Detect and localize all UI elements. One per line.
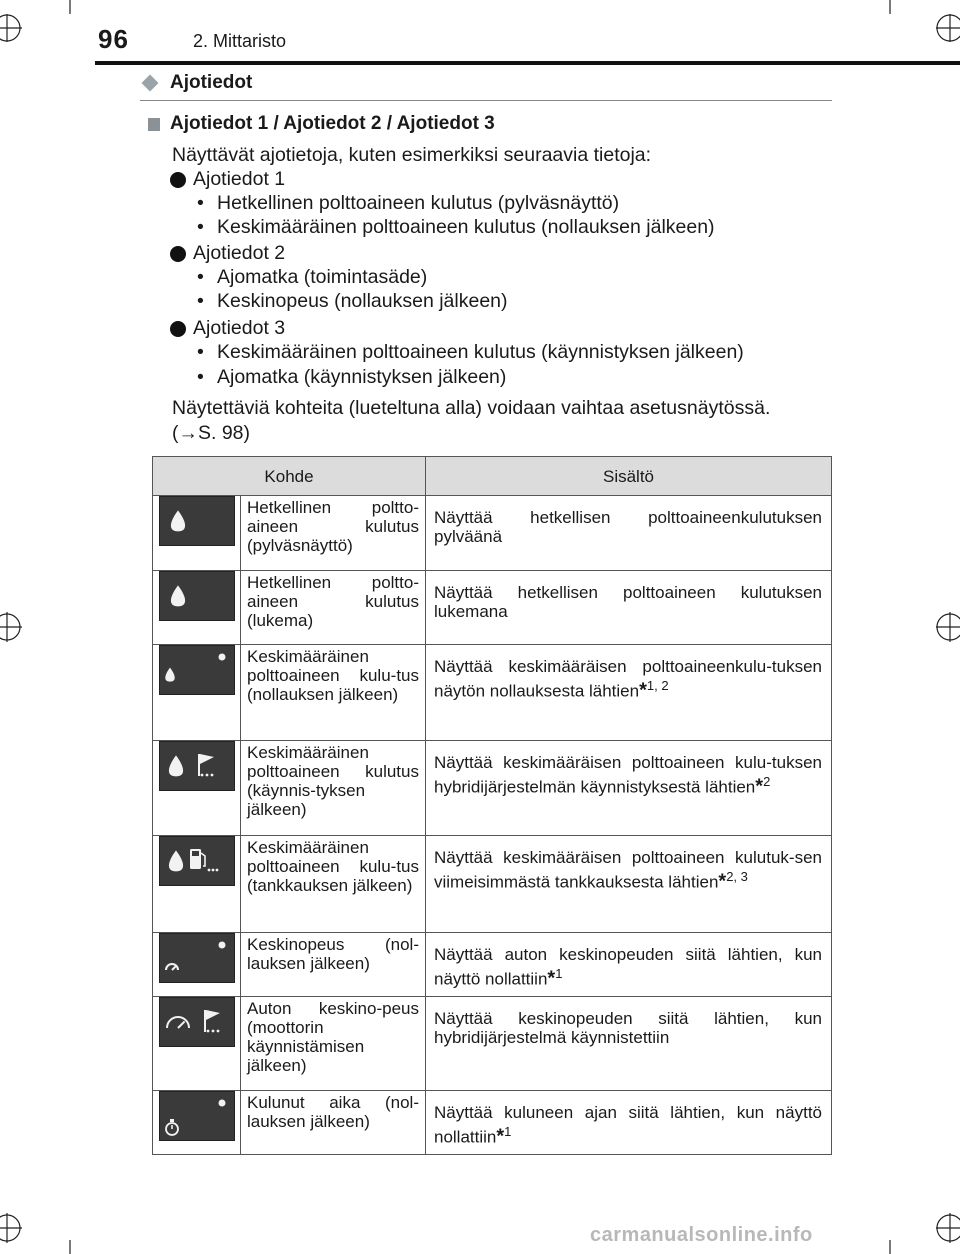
chapter-title: 2. Mittaristo <box>193 31 287 51</box>
bullet-dot-icon <box>170 321 186 337</box>
bullet-dot-icon <box>170 246 186 262</box>
icon-cell <box>153 1091 241 1155</box>
footnote-star: * <box>639 679 647 702</box>
item-name: Auton keskino-peus (moottorin käynnistämisen jälkeen) <box>241 997 426 1091</box>
item-description: Näyttää hetkellisen polttoaineen kulutuksen lukemana <box>426 571 832 645</box>
footnote-ref: 2 <box>763 774 771 789</box>
table-row <box>153 741 832 836</box>
watermark: carmanualsonline.info <box>590 1224 813 1246</box>
item-name: Hetkellinen poltto-aineen kulutus (pylväsnäyttö) <box>241 496 426 571</box>
diamond-icon <box>142 75 159 92</box>
footnote-ref: 1 <box>504 1124 512 1139</box>
item-name: Keskimääräinen polttoaineen kulu-tus (tankkauksen jälkeen) <box>241 836 426 933</box>
list-item: • Ajomatka (käynnistyksen jälkeen) <box>197 366 507 388</box>
list-item: • Keskimääräinen polttoaineen kulutus (nollauksen jälkeen) <box>197 216 715 238</box>
item-name: Hetkellinen poltto-aineen kulutus (lukema) <box>241 571 426 645</box>
square-bullet-icon <box>148 118 160 131</box>
footnote-ref: 1, 2 <box>646 678 669 693</box>
note-text: Näytettäviä kohteita (lueteltuna alla) voidaan vaihtaa asetusnäytössä. <box>172 397 771 419</box>
table-header-item: Kohde <box>153 457 426 496</box>
table-row <box>153 571 832 645</box>
table-row <box>153 997 832 1091</box>
icon-cell <box>153 836 241 933</box>
icon-cell <box>153 997 241 1091</box>
item-name: Keskimääräinen polttoaineen kulutus (käynnis-tyksen jälkeen) <box>241 741 426 836</box>
trip-info-table <box>152 456 832 1155</box>
speedometer-flag-icon <box>159 997 235 1047</box>
section-title: Ajotiedot <box>170 72 253 93</box>
stopwatch-reset-icon <box>159 1091 235 1141</box>
item-name: Kulunut aika (nol-lauksen jälkeen) <box>241 1091 426 1155</box>
group-label: Ajotiedot 3 <box>170 317 285 340</box>
fuel-drop-flag-icon <box>159 741 235 791</box>
footnote-ref: 1 <box>555 966 563 981</box>
group-label: Ajotiedot 1 <box>170 168 285 191</box>
bullet-dot-icon <box>170 172 186 188</box>
list-item: • Keskimääräinen polttoaineen kulutus (käynnistyksen jälkeen) <box>197 341 744 363</box>
intro-text: Näyttävät ajotietoja, kuten esimerkiksi seuraavia tietoja: <box>172 144 652 166</box>
table-row <box>153 933 832 997</box>
footnote-star: * <box>547 967 556 990</box>
icon-cell <box>153 496 241 571</box>
fuel-drop-icon <box>159 571 235 621</box>
page-reference[interactable]: (→S. 98) <box>172 422 251 444</box>
item-description: Näyttää keskinopeuden siitä lähtien, kun hybridijärjestelmä käynnistettiin <box>426 997 832 1091</box>
footnote-ref: 2, 3 <box>726 869 748 884</box>
subsection-title: Ajotiedot 1 / Ajotiedot 2 / Ajotiedot 3 <box>170 113 495 134</box>
fuel-drop-pump-icon <box>159 836 235 886</box>
table-row <box>153 645 832 741</box>
icon-cell <box>153 933 241 997</box>
item-name: Keskinopeus (nol-lauksen jälkeen) <box>241 933 426 997</box>
fuel-drop-reset-icon <box>159 645 235 695</box>
group-label: Ajotiedot 2 <box>170 242 285 265</box>
list-item: • Keskinopeus (nollauksen jälkeen) <box>197 290 508 312</box>
icon-cell <box>153 645 241 741</box>
footnote-star: * <box>755 775 764 798</box>
footnote-star: * <box>496 1125 505 1148</box>
item-description: Näyttää kuluneen ajan siitä lähtien, kun näyttö nollattiin*$^1$ <box>426 1091 832 1155</box>
page-number: 96 <box>98 24 129 54</box>
subsection-heading <box>148 113 495 135</box>
section-heading <box>140 72 832 101</box>
item-description: Näyttää hetkellisen polttoaineenkulutuksen pylväänä <box>426 496 832 571</box>
icon-cell <box>153 571 241 645</box>
item-description: Näyttää auton keskinopeuden siitä lähtien, kun näyttö nollattiin*$^1$ <box>426 933 832 997</box>
fuel-drop-icon <box>159 496 235 546</box>
footnote-star: * <box>718 870 727 893</box>
table-row <box>153 836 832 933</box>
header-rule <box>95 61 960 65</box>
item-name: Keskimääräinen polttoaineen kulu-tus (nollauksen jälkeen) <box>241 645 426 741</box>
table-header-content: Sisältö <box>426 457 832 496</box>
icon-cell <box>153 741 241 836</box>
table-row <box>153 496 832 571</box>
item-description: Näyttää keskimääräisen polttoaineenkulu-tuksen näytön nollauksesta lähtien*$^{1, 2}$ <box>426 645 832 741</box>
list-item: • Hetkellinen polttoaineen kulutus (pylväsnäyttö) <box>197 192 620 214</box>
list-item: • Ajomatka (toimintasäde) <box>197 266 428 288</box>
item-description: Näyttää keskimääräisen polttoaineen kulutuk-sen viimeisimmästä tankkauksesta lähtien*$^{2, 3}$ <box>426 836 832 933</box>
table-row <box>153 1091 832 1155</box>
item-description: Näyttää keskimääräisen polttoaineen kulu-tuksen hybridijärjestelmän käynnistyksestä lähtien*$^2$ <box>426 741 832 836</box>
speedometer-reset-icon <box>159 933 235 983</box>
